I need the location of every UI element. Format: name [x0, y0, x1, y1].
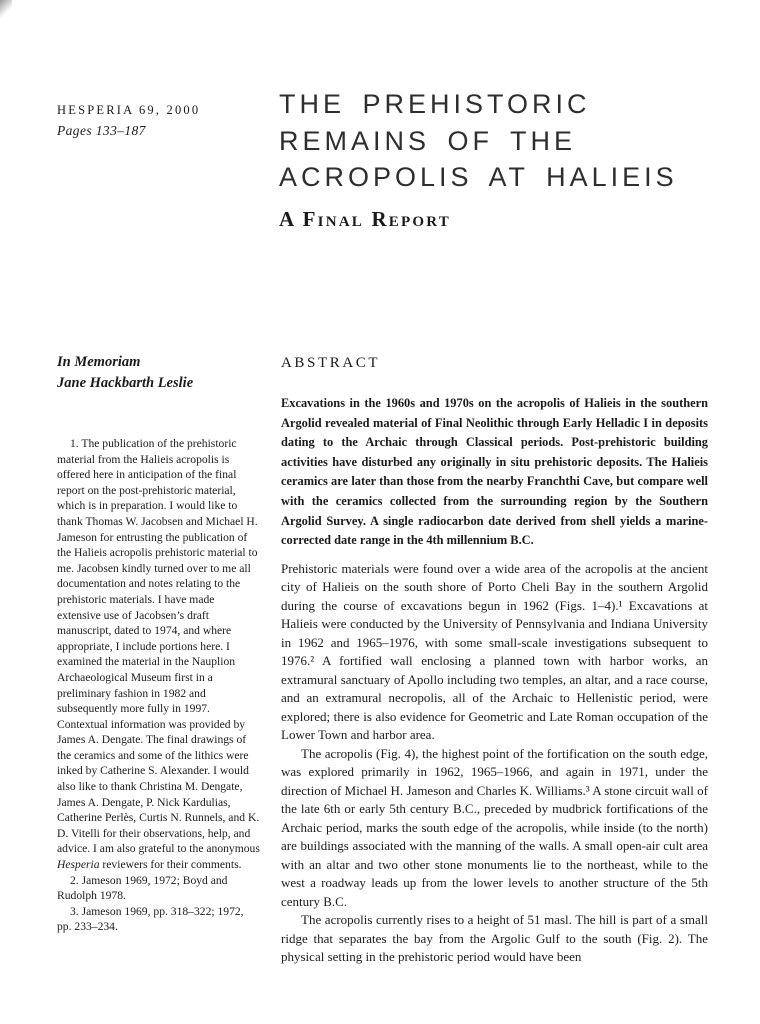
footnotes-column	[57, 436, 260, 935]
memoriam-dedication	[57, 352, 193, 394]
article-title-line-1: THE PREHISTORIC	[279, 89, 591, 119]
footnote-3: 3. Jameson 1969, pp. 318–322; 1972, pp. 233–234.	[57, 904, 244, 934]
memoriam-line-2: Jane Hackbarth Leslie	[57, 375, 194, 391]
body-paragraph-1: Prehistoric materials were found over a wide area of the acropolis at the ancient city of Halieis on the south shore of Porto Cheli Bay in the southern Argolid during the course of excavations begun in 1962 (Figs. 1–4).¹ Excavations at Halieis were conducted by the University of Pennsylvania and Indiana University in 1962 and 1965–1976, with some small-scale investigations subsequent to 1976.² A fortified wall enclosing a planned town with harbor works, an extramural sanctuary of Apollo including two temples, an altar, and a race course, and an extramural necropolis, all of the Archaic to Hellenistic period, were explored; there is also evidence for Geometric and Late Roman occupation of the Lower Town and harbor area.	[281, 560, 708, 743]
memoriam-line-1: In Memoriam	[57, 354, 141, 370]
article-title-line-2: REMAINS OF THE	[279, 125, 577, 156]
journal-header	[57, 103, 200, 139]
scan-artifact	[0, 0, 12, 18]
article-title	[279, 86, 749, 232]
footnote-1-journal-name: Hesperia	[57, 858, 100, 872]
footnote-1	[57, 436, 260, 873]
footnote-2: 2. Jameson 1969, 1972; Boyd and Rudolph 1978.	[57, 873, 228, 903]
body-paragraph-3: The acropolis currently rises to a height of 51 masl. The hill is part of a small ridge that separates the bay from the Argolic Gulf to the south (Fig. 2). The physical setting in the prehistoric period would have been	[281, 912, 708, 965]
journal-page-range: Pages 133–187	[57, 123, 146, 138]
journal-volume: HESPERIA 69, 2000	[57, 103, 201, 117]
article-subtitle: A Final Report	[279, 206, 451, 231]
main-column	[281, 355, 708, 967]
abstract-text: Excavations in the 1960s and 1970s on the acropolis of Halieis in the southern Argolid revealed material of Final Neolithic through Early Helladic I in deposits dating to the Archaic through Classical periods. Post-prehistoric building activities have disturbed any originally in situ prehistoric deposits. The Halieis ceramics are later than those from the nearby Franchthi Cave, but compare well with the ceramics collected from the surrounding region by the Southern Argolid Survey. A single radiocarbon date derived from shell yields a marine-corrected date range in the 4th millennium B.C.	[281, 396, 708, 548]
footnote-1-text-end: reviewers for their comments.	[99, 858, 242, 872]
abstract-heading: ABSTRACT	[281, 355, 381, 371]
footnote-1-text-start: 1. The publication of the prehistoric material from the Halieis acropolis is offered here in anticipation of the final report on the post-prehistoric material, which is in preparation. I would like to thank Thomas W. Jacobsen and Michael H. Jameson for entrusting the publication of the Halieis acropolis prehistoric material to me. Jacobsen kindly turned over to me all documentation and notes relating to the prehistoric materials. I have made extensive use of Jacobsen’s draft manuscript, dated to 1974, and where appropriate, I include portions here. I examined the material in the Nauplion Archaeological Museum first in a preliminary fashion in 1982 and subsequently more fully in 1997. Contextual information was provided by James A. Dengate. The final drawings of the ceramics and some of the lithics were inked by Catherine S. Alexander. I would also like to thank Christina M. Dengate, James A. Dengate, P. Nick Kardulias, Catherine Perlès, Curtis N. Runnels, and K. D. Vitelli for their observations, help, and advice. I am also grateful to the anonymous	[57, 437, 260, 856]
article-title-line-3: ACROPOLIS AT HALIEIS	[279, 162, 678, 192]
body-paragraph-2: The acropolis (Fig. 4), the highest point of the fortification on the south edge, was explored primarily in 1962, 1965–1966, and again in 1971, under the direction of Michael H. Jameson and Charles K. Williams.³ A stone circuit wall of the late 6th or early 5th century B.C., preceded by mudbrick fortifications of the Archaic period, marks the south edge of the acropolis, while inside (to the north) are buildings associated with the manning of the walls. A small open-air cult area with an altar and two other stone monuments lie to the northeast, while to the west a roadway leads up from the lower levels to another structure of the 5th century B.C.	[281, 745, 708, 909]
